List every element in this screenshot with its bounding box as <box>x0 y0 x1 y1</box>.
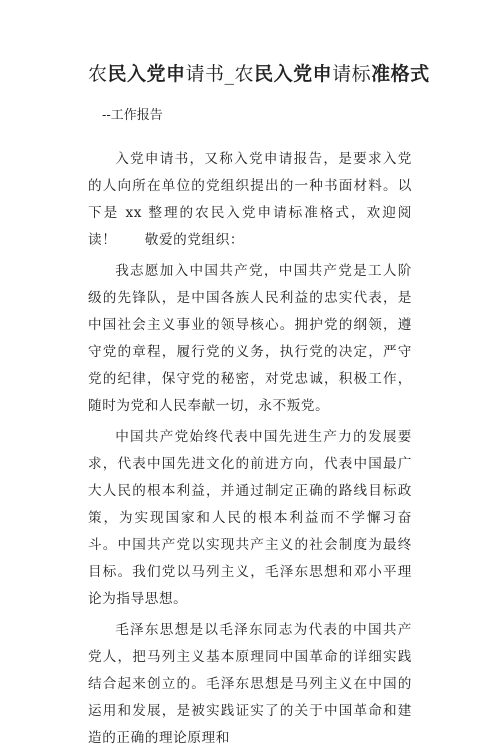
paragraph: 中国共产党始终代表中国先进生产力的发展要求，代表中国先进文化的前进方向，代表中国最广大人民的根本利益，并通过制定正确的路线目标政策，为实现国家和人民的根本利益而不学懈习奋斗。中国共产党以实现共产主义的社会制度为最终目标。我们党以马列主义，毛泽东思想和邓小平理论为指导思想。 <box>88 429 412 607</box>
title-part: 请标 <box>332 63 372 85</box>
title-part: 农 <box>88 63 108 85</box>
title-part: 民入党申 <box>107 63 186 85</box>
title-part: 农 <box>234 63 255 85</box>
document-title <box>88 0 430 88</box>
document-subtitle: --工作报告 <box>102 108 163 123</box>
title-part: 民入党申 <box>254 63 333 85</box>
paragraph: 入党申请书，又称入党申请报告，是要求入党的人向所在单位的党组织提出的一种书面材料。以下是 xx 整理的农民入党申请标准格式，欢迎阅读！ 敬爱的党组织： <box>88 151 412 248</box>
paragraph: 我志愿加入中国共产党，中国共产党是工人阶级的先锋队，是中国各族人民利益的忠实代表，是中国社会主义事业的领导核心。拥护党的纲领，遵守党的章程，履行党的义务，执行党的决定，严守党的纪律，保守党的秘密，对党忠诚，积极工作，随时为党和人民奉献一切，永不叛党。 <box>88 263 412 414</box>
document-body <box>88 146 412 752</box>
title-part: 准格式 <box>371 63 430 85</box>
paragraph: 毛泽东思想是以毛泽东同志为代表的中国共产党人，把马列主义基本原理同中国革命的详细实践结合起来创立的。毛泽东思想是马列主义在中国的运用和发展，是被实践证实了的关于中国革命和建造的正确的理论原理和 <box>88 622 412 746</box>
title-part: 请书_ <box>185 63 235 85</box>
